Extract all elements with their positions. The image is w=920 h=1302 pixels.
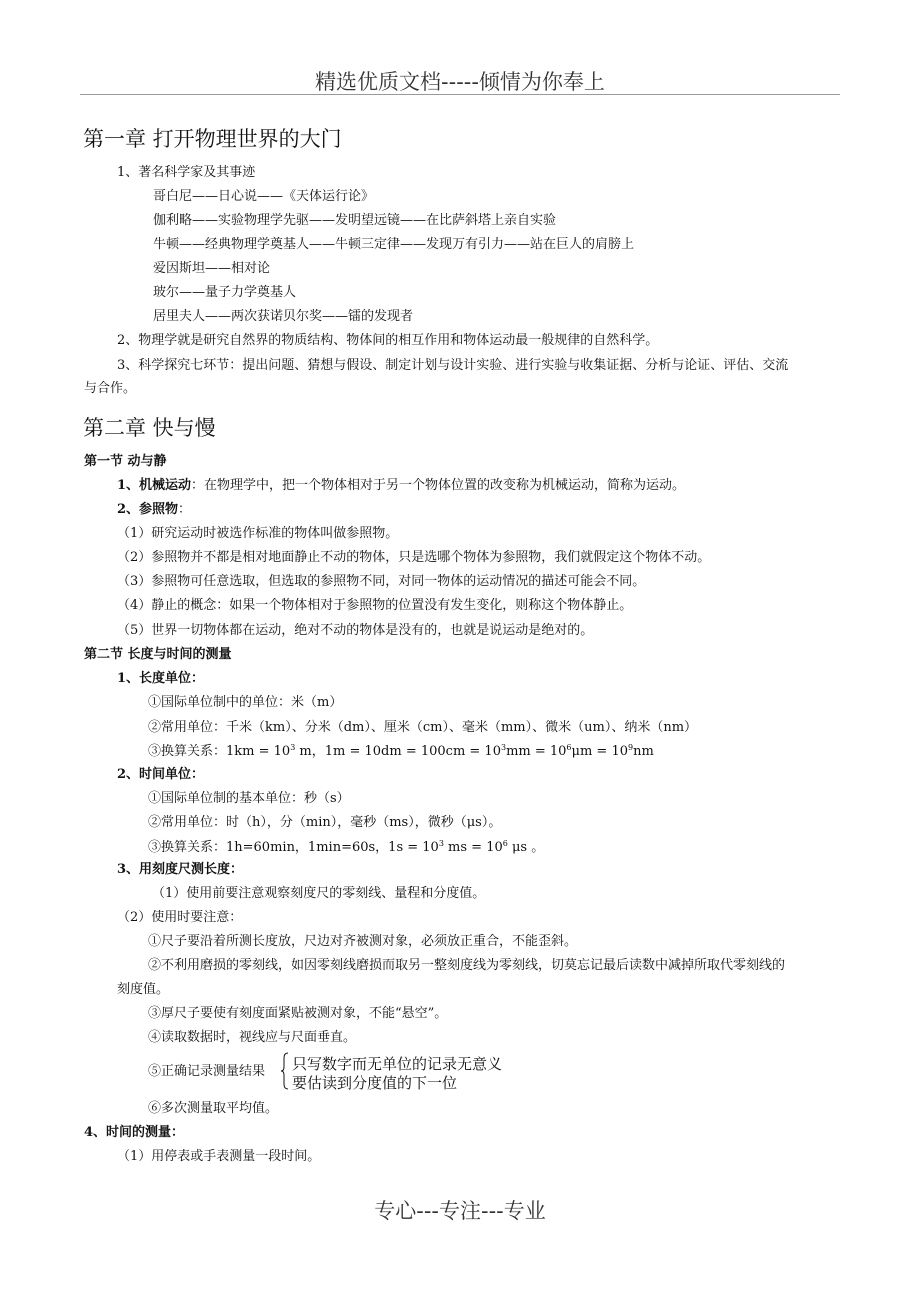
scientist-curie: 居里夫人——两次获诺贝尔奖——镭的发现者	[153, 309, 414, 324]
conv-text: m，1m = 10dm = 100cm = 10	[295, 744, 501, 759]
conv-text: ③换算关系：1h=60min，1min=60s，1s = 10	[148, 840, 439, 855]
s1-item-5: （5）世界一切物体都在运动，绝对不动的物体是没有的，也就是说运动是绝对的。	[117, 623, 594, 638]
conv-exp: 9	[628, 743, 634, 752]
ruler-rule-e: ⑤正确记录测量结果	[148, 1064, 266, 1079]
conv-exp: 3	[500, 743, 507, 752]
length-unit-title: 1、长度单位：	[117, 671, 205, 686]
length-unit-si: ①国际单位制中的单位：米（m）	[148, 695, 343, 710]
ch1-point-3-line1: 3、科学探究七环节：提出问题、猜想与假设、制定计划与设计实验、进行实验与收集证据、分析与论证、评估、交流	[117, 358, 789, 373]
left-brace-icon	[281, 1052, 289, 1090]
ch1-point-1: 1、著名科学家及其事迹	[117, 165, 256, 180]
conv-text: ③换算关系：1km = 10	[148, 744, 291, 759]
ruler-title: 3、用刻度尺测长度：	[117, 862, 244, 877]
ruler-item-2: （2）使用时要注意：	[117, 910, 243, 925]
scientist-einstein: 爱因斯坦——相对论	[153, 261, 271, 276]
conv-text: ms = 10	[443, 840, 503, 855]
ruler-rule-a: ①尺子要沿着所测长度放，尺边对齐被测对象，必须放正重合，不能歪斜。	[148, 934, 578, 949]
time-unit-conversion	[148, 840, 544, 856]
conv-text: mm = 10	[506, 744, 567, 759]
chapter-2-title: 第二章 快与慢	[83, 416, 216, 440]
length-unit-common: ②常用单位：千米（km）、分米（dm）、厘米（cm）、毫米（mm）、微米（um）、纳米（nm）	[148, 720, 698, 735]
s1-point-2	[117, 502, 191, 518]
scientist-galileo: 伽利略——实验物理学先驱——发明望远镜——在比萨斜塔上亲自实验	[153, 213, 557, 228]
ruler-rule-b-line2: 刻度值。	[117, 982, 170, 997]
chapter-1-title: 第一章 打开物理世界的大门	[83, 127, 342, 151]
scientist-copernicus: 哥白尼——日心说——《天体运行论》	[153, 189, 375, 204]
time-measure-title: 4、时间的测量：	[84, 1125, 185, 1140]
ch1-point-2: 2、物理学就是研究自然界的物质结构、物体间的相互作用和物体运动最一般规律的自然科学。	[117, 333, 659, 348]
s1-point-2-label: 2、参照物	[117, 502, 179, 517]
conv-exp: 3	[438, 839, 444, 848]
s1-point-1-label: 1、机械运动	[117, 478, 192, 493]
section-1-title: 第一节 动与静	[84, 454, 167, 469]
length-unit-conversion	[148, 744, 654, 760]
conv-exp: 6	[566, 743, 572, 752]
conv-text: μm = 10	[571, 744, 628, 759]
ruler-rule-d: ④读取数据时，视线应与尺面垂直。	[148, 1030, 357, 1045]
ruler-rule-f: ⑥多次测量取平均值。	[148, 1101, 279, 1116]
conv-exp: 3	[290, 743, 296, 752]
time-measure-item-1: （1）用停表或手表测量一段时间。	[117, 1149, 321, 1164]
page-header: 精选优质文档-----倾情为你奉上	[315, 70, 605, 94]
time-unit-si: ①国际单位制的基本单位：秒（s）	[148, 791, 350, 806]
scientist-bohr: 玻尔——量子力学奠基人	[153, 285, 297, 300]
scientist-newton: 牛顿——经典物理学奠基人——牛顿三定律——发现万有引力——站在巨人的肩膀上	[153, 237, 635, 252]
time-unit-title: 2、时间单位：	[117, 767, 205, 782]
ruler-rule-b-line1: ②不利用磨损的零刻线，如因零刻线磨损而取另一整刻度线为零刻线，切莫忘记最后读数中减掉所取代零刻线的	[148, 958, 786, 973]
s1-point-1-text: ：在物理学中，把一个物体相对于另一个物体位置的改变称为机械运动，简称为运动。	[191, 478, 686, 493]
section-2-title: 第二节 长度与时间的测量	[84, 647, 232, 662]
conv-exp: 6	[502, 839, 508, 848]
ruler-rule-e-sub2: 要估读到分度值的下一位	[292, 1074, 458, 1092]
s1-item-2: （2）参照物并不都是相对地面静止不动的物体，只是选哪个物体为参照物，我们就假定这个物体不动。	[117, 550, 711, 565]
s1-item-4: （4）静止的概念：如果一个物体相对于参照物的位置没有发生变化，则称这个物体静止。	[117, 598, 633, 613]
conv-text: μs 。	[507, 840, 545, 855]
s1-point-1	[117, 478, 685, 494]
conv-text: nm	[633, 744, 654, 759]
ruler-rule-e-sub1: 只写数字而无单位的记录无意义	[292, 1055, 503, 1073]
s1-point-2-colon: ：	[178, 502, 192, 517]
ruler-item-1: （1）使用前要注意观察刻度尺的零刻线、量程和分度值。	[152, 886, 486, 901]
s1-item-3: （3）参照物可任意选取，但选取的参照物不同，对同一物体的运动情况的描述可能会不同。	[117, 574, 646, 589]
ch1-point-3-line2: 与合作。	[84, 381, 137, 396]
page-footer: 专心---专注---专业	[374, 1199, 546, 1223]
header-rule	[80, 94, 840, 95]
ruler-rule-c: ③厚尺子要使有刻度面紧贴被测对象，不能“悬空”。	[148, 1006, 448, 1021]
s1-item-1: （1）研究运动时被选作标准的物体叫做参照物。	[117, 526, 399, 541]
time-unit-common: ②常用单位：时（h），分（min），毫秒（ms），微秒（μs）。	[148, 815, 502, 830]
